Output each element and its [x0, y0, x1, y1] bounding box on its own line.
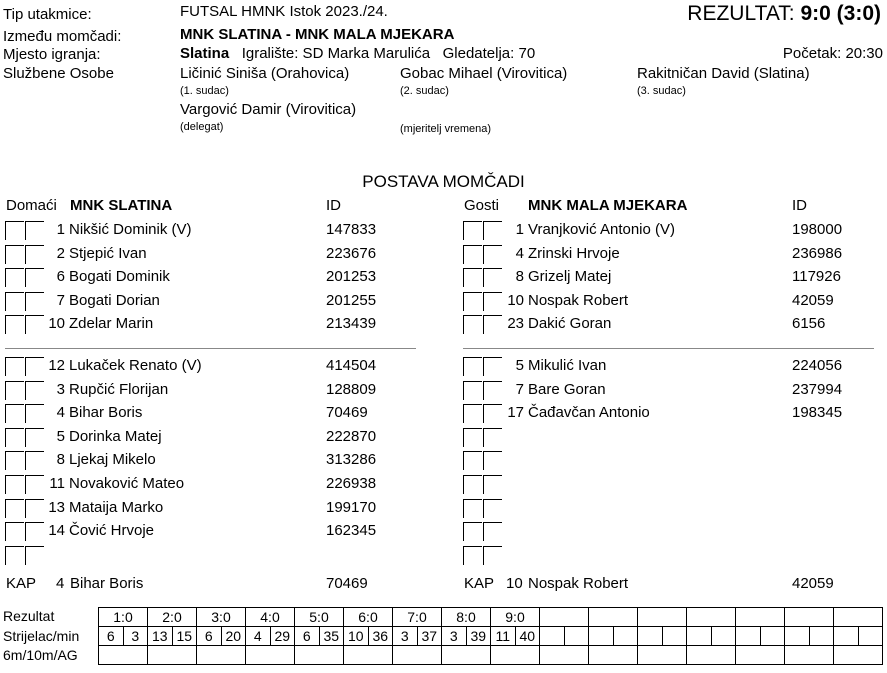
minute-cell: 36: [368, 627, 393, 646]
home-side-label: Domaći: [6, 197, 57, 214]
score-cell: [736, 608, 785, 627]
minute-cell: [711, 627, 736, 646]
official-role: (3. sudac): [637, 85, 686, 97]
extra-cell: [540, 646, 589, 665]
player-number: 1: [515, 221, 524, 238]
away-side-label: Gosti: [464, 197, 500, 214]
check-box: [5, 428, 24, 447]
player-name: Čović Hrvoje: [69, 522, 155, 540]
check-box: [483, 428, 502, 447]
match-type-label: Tip utakmice:: [3, 6, 92, 23]
check-box: [5, 381, 24, 400]
away-captain-id: 42059: [792, 575, 834, 592]
extra-cell: [295, 646, 344, 665]
player-name: Stjepić Ivan: [69, 244, 147, 262]
extra-cell: [197, 646, 246, 665]
extra-cell: [246, 646, 295, 665]
player-row: [458, 427, 878, 451]
home-captain-name: Bihar Boris: [70, 575, 144, 592]
away-captain-label: KAP: [464, 575, 495, 592]
check-box: [463, 451, 482, 470]
score-cell: 3:0: [197, 608, 246, 627]
player-id: 198000: [792, 221, 843, 238]
scorer-cell: [736, 627, 761, 646]
away-captain-name: Nospak Robert: [528, 575, 629, 592]
scorer-cell: 11: [491, 627, 516, 646]
check-box: [483, 499, 502, 518]
check-box: [463, 404, 482, 423]
match-type: FUTSAL HMNK Istok 2023./24.: [180, 3, 388, 20]
player-name: Bogati Dominik: [69, 268, 170, 286]
player-row: [458, 498, 878, 522]
score-cell: 7:0: [393, 608, 442, 627]
score-cell: [638, 608, 687, 627]
player-row: [458, 545, 878, 569]
player-name: Ljekaj Mikelo: [69, 451, 156, 469]
score-cell: [540, 608, 589, 627]
player-row: [0, 498, 420, 522]
player-id: 226938: [326, 475, 377, 492]
player-name: Mataija Marko: [69, 498, 164, 516]
player-id: 201253: [326, 268, 377, 286]
scorer-cell: [589, 627, 614, 646]
player-id: 236986: [792, 244, 843, 262]
extra-cell: [736, 646, 785, 665]
player-number: 5: [56, 427, 65, 445]
player-row: [0, 474, 420, 498]
player-number: 12: [48, 357, 65, 374]
player-name: Zdelar Marin: [69, 315, 154, 333]
player-name: Grizelj Matej: [528, 268, 612, 286]
between-teams: MNK SLATINA - MNK MALA MJEKARA: [180, 26, 455, 43]
player-row: [458, 380, 878, 404]
minute-cell: [760, 627, 785, 646]
player-row: [0, 427, 420, 451]
player-id: 70469: [326, 404, 368, 422]
check-box: [5, 245, 24, 264]
player-name: Vranjković Antonio (V): [528, 221, 676, 238]
scorer-cell: 3: [442, 627, 467, 646]
official-timekeeper-role: (mjeritelj vremena): [400, 123, 492, 135]
player-row: [458, 267, 878, 291]
home-captain-id: 70469: [326, 575, 368, 592]
player-id: 199170: [326, 498, 377, 516]
away-team-name: MNK MALA MJEKARA: [528, 197, 688, 214]
check-box: [5, 475, 24, 494]
check-box: [483, 546, 502, 565]
extra-cell: [442, 646, 491, 665]
check-box: [463, 428, 482, 447]
player-row: [0, 314, 420, 338]
player-id: 42059: [792, 291, 834, 309]
venue-line: [180, 45, 535, 62]
scoring-extra-label: 6m/10m/AG: [3, 647, 78, 663]
player-row: [458, 403, 878, 427]
scoring-scorer-label: Strijelac/min: [3, 628, 80, 644]
scorer-cell: 6: [99, 627, 124, 646]
player-row: [0, 545, 420, 569]
extra-cell: [99, 646, 148, 665]
player-number: 8: [515, 268, 524, 286]
player-row: [458, 474, 878, 498]
player-name: Bare Goran: [528, 380, 606, 398]
player-row: [0, 403, 420, 427]
official-role: (delegat): [180, 121, 224, 133]
check-box: [463, 268, 482, 287]
player-id: 147833: [326, 221, 377, 238]
scorer-cell: 6: [197, 627, 222, 646]
player-name: Nospak Robert: [528, 291, 629, 309]
check-box: [483, 522, 502, 541]
scorer-cell: 3: [393, 627, 418, 646]
minute-cell: 39: [466, 627, 491, 646]
extra-cell: [834, 646, 883, 665]
player-id: 213439: [326, 315, 377, 333]
player-number: 8: [56, 451, 65, 469]
check-box: [5, 221, 24, 240]
score-cell: 6:0: [344, 608, 393, 627]
player-name: Bogati Dorian: [69, 291, 160, 309]
player-number: 6: [56, 268, 65, 286]
scoring-table: [98, 607, 883, 665]
official-1: [180, 65, 349, 97]
scorer-row: [99, 627, 883, 646]
player-id: 128809: [326, 380, 377, 398]
player-id: 223676: [326, 244, 377, 262]
home-captain-label: KAP: [6, 575, 37, 592]
check-box: [483, 451, 502, 470]
check-box: [5, 268, 24, 287]
player-row: [458, 314, 878, 338]
player-number: 4: [56, 404, 65, 422]
minute-cell: 35: [319, 627, 344, 646]
scorer-cell: 6: [295, 627, 320, 646]
player-name: Čađavčan Antonio: [528, 404, 650, 422]
minute-cell: 40: [515, 627, 540, 646]
minute-cell: 3: [123, 627, 148, 646]
official-name: Rakitničan David (Slatina): [637, 65, 810, 82]
venue-city: Slatina: [180, 45, 230, 62]
result-block: [687, 2, 881, 26]
score-cell: 9:0: [491, 608, 540, 627]
start-time: Početak: 20:30: [782, 45, 883, 62]
minute-cell: [858, 627, 883, 646]
player-number: 23: [507, 315, 524, 333]
check-box: [463, 245, 482, 264]
check-box: [483, 475, 502, 494]
player-number: 10: [507, 291, 524, 309]
player-number: 13: [48, 498, 65, 516]
score-cell: 4:0: [246, 608, 295, 627]
scorer-cell: [540, 627, 565, 646]
check-box: [463, 221, 482, 240]
scorer-cell: 10: [344, 627, 369, 646]
scorer-cell: 4: [246, 627, 271, 646]
check-box: [463, 357, 482, 376]
check-box: [5, 522, 24, 541]
minute-cell: 20: [221, 627, 246, 646]
extra-cell: [148, 646, 197, 665]
check-box: [463, 546, 482, 565]
player-row: [0, 291, 420, 315]
score-row: [99, 608, 883, 627]
player-number: 2: [56, 244, 65, 262]
official-3: [637, 65, 810, 97]
player-row: [458, 450, 878, 474]
minute-cell: 29: [270, 627, 295, 646]
check-box: [463, 381, 482, 400]
minute-cell: 37: [417, 627, 442, 646]
extra-cell: [589, 646, 638, 665]
away-captain-num: 10: [506, 575, 523, 592]
player-number: 3: [56, 380, 65, 398]
scorer-cell: [785, 627, 810, 646]
check-box: [5, 315, 24, 334]
player-id: 117926: [792, 268, 841, 286]
away-id-label: ID: [792, 197, 807, 214]
result-value: 9:0 (3:0): [800, 2, 881, 25]
extra-row: [99, 646, 883, 665]
score-cell: [834, 608, 883, 627]
player-row: [458, 356, 878, 380]
player-row: [0, 267, 420, 291]
player-row: [458, 291, 878, 315]
player-id: 313286: [326, 451, 377, 469]
score-cell: [687, 608, 736, 627]
player-number: 14: [48, 522, 65, 540]
score-cell: 5:0: [295, 608, 344, 627]
home-captain-num: 4: [56, 575, 65, 592]
check-box: [463, 499, 482, 518]
venue-label: Mjesto igranja:: [3, 46, 101, 63]
result-label: REZULTAT:: [687, 2, 795, 25]
player-name: Zrinski Hrvoje: [528, 244, 620, 262]
extra-cell: [687, 646, 736, 665]
player-id: 198345: [792, 404, 843, 422]
home-divider: [5, 348, 416, 349]
player-row: [0, 521, 420, 545]
check-box: [5, 451, 24, 470]
check-box: [463, 522, 482, 541]
player-number: 7: [515, 380, 524, 398]
official-name: Ličinić Siniša (Orahovica): [180, 65, 350, 82]
venue-ground: Igralište: SD Marka Marulića: [241, 45, 431, 62]
check-box: [5, 404, 24, 423]
score-cell: [785, 608, 834, 627]
between-label: Između momčadi:: [3, 28, 122, 45]
scorer-cell: 13: [148, 627, 173, 646]
player-id: 162345: [326, 522, 377, 540]
player-name: Bihar Boris: [69, 404, 143, 422]
official-name: Vargović Damir (Virovitica): [180, 101, 357, 118]
player-number: 11: [49, 475, 65, 492]
official-name: Gobac Mihael (Virovitica): [400, 65, 568, 82]
player-id: 237994: [792, 380, 843, 398]
score-cell: 1:0: [99, 608, 148, 627]
player-name: Rupčić Florijan: [69, 380, 169, 398]
lineup-title: POSTAVA MOMČADI: [362, 172, 525, 191]
player-number: 7: [56, 291, 65, 309]
check-box: [25, 546, 44, 565]
check-box: [5, 546, 24, 565]
player-number: 17: [507, 404, 524, 422]
minute-cell: [564, 627, 589, 646]
player-id: 6156: [792, 315, 826, 333]
player-id: 414504: [326, 357, 377, 374]
player-name: Nikšić Dominik (V): [69, 221, 192, 238]
check-box: [5, 292, 24, 311]
check-box: [463, 292, 482, 311]
player-row: [0, 380, 420, 404]
player-row: [0, 356, 420, 380]
player-name: Dorinka Matej: [69, 427, 162, 445]
player-row: [0, 220, 420, 244]
home-team-name: MNK SLATINA: [70, 197, 173, 214]
check-box: [5, 499, 24, 518]
player-id: 224056: [792, 357, 843, 374]
player-number: 5: [515, 357, 524, 374]
player-row: [458, 220, 878, 244]
spectators: Gledatelja: 70: [442, 45, 536, 62]
official-role: (2. sudac): [400, 85, 449, 97]
extra-cell: [638, 646, 687, 665]
minute-cell: [809, 627, 834, 646]
extra-cell: [393, 646, 442, 665]
player-row: [458, 244, 878, 268]
score-cell: [589, 608, 638, 627]
extra-cell: [344, 646, 393, 665]
home-id-label: ID: [326, 197, 341, 214]
player-id: 222870: [326, 427, 377, 445]
player-row: [458, 521, 878, 545]
player-name: Novaković Mateo: [69, 475, 185, 492]
check-box: [463, 315, 482, 334]
player-number: 10: [48, 315, 65, 333]
scorer-cell: [834, 627, 859, 646]
score-cell: 2:0: [148, 608, 197, 627]
check-box: [5, 357, 24, 376]
scoring-result-label: Rezultat: [3, 608, 55, 624]
scorer-cell: [687, 627, 712, 646]
extra-cell: [785, 646, 834, 665]
minute-cell: [613, 627, 638, 646]
official-delegate: [180, 101, 356, 133]
player-id: 201255: [326, 291, 377, 309]
extra-cell: [491, 646, 540, 665]
player-number: 4: [515, 244, 524, 262]
player-name: Mikulić Ivan: [528, 357, 607, 374]
player-name: Lukaček Renato (V): [69, 357, 202, 374]
check-box: [463, 475, 482, 494]
away-divider: [463, 348, 874, 349]
officials-label: Službene Osobe: [3, 65, 114, 82]
player-row: [0, 244, 420, 268]
minute-cell: 15: [172, 627, 197, 646]
player-name: Dakić Goran: [528, 315, 612, 333]
player-number: 1: [56, 221, 65, 238]
score-cell: 8:0: [442, 608, 491, 627]
official-2: [400, 65, 567, 97]
scorer-cell: [638, 627, 663, 646]
player-row: [0, 450, 420, 474]
minute-cell: [662, 627, 687, 646]
official-role: (1. sudac): [180, 85, 229, 97]
